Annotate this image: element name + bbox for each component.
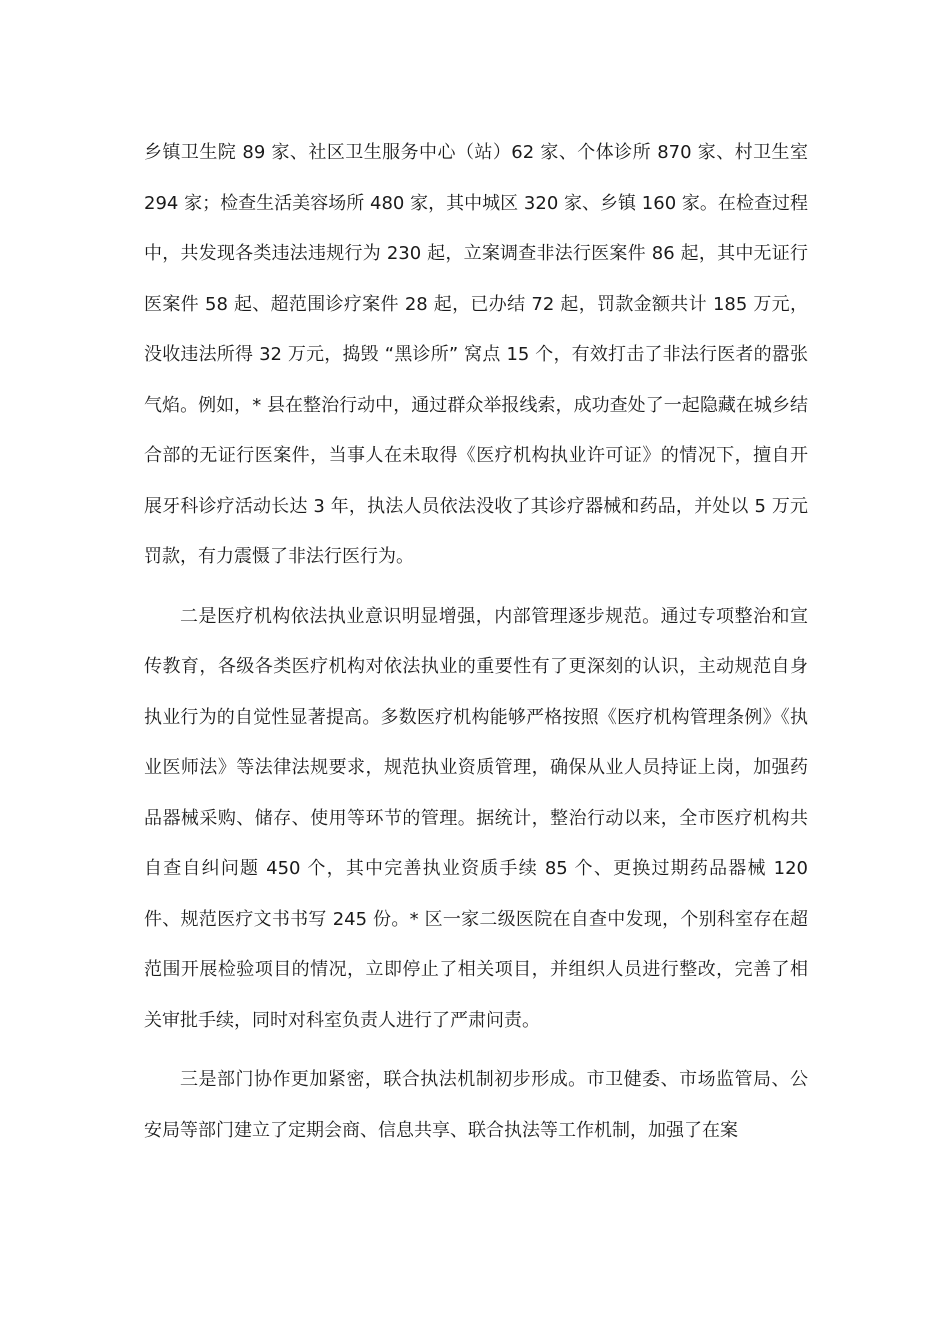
paragraph-statistics: 乡镇卫生院 89 家、社区卫生服务中心（站）62 家、个体诊所 870 家、村卫生室 294 家；检查生活美容场所 480 家，其中城区 320 家、乡镇 160 家。在检查过程中，共发现各类违法违规行为 230 起，立案调查非法行医案件 86 起，其中无证行医案件 58 起、超范围诊疗案件 28 起，已办结 72 起，罚款金额共计 185 万元，没收违法所得 32 万元，捣毁 “黑诊所” 窝点 15 个，有效打击了非法行医者的嚣张气焰。例如，* 县在整治行动中，通过群众举报线索，成功查处了一起隐藏在城乡结合部的无证行医案件，当事人在未取得《医疗机构执业许可证》的情况下，擅自开展牙科诊疗活动长达 3 年，执法人员依法没收了其诊疗器械和药品，并处以 5 万元罚款，有力震慑了非法行医行为。: [144, 142, 808, 567]
document-body: [144, 128, 808, 1156]
paragraph-point-three: 三是部门协作更加紧密，联合执法机制初步形成。市卫健委、市场监管局、公安局等部门建立了定期会商、信息共享、联合执法等工作机制，加强了在案: [144, 1069, 808, 1141]
paragraph-point-two: 二是医疗机构依法执业意识明显增强，内部管理逐步规范。通过专项整治和宣传教育，各级各类医疗机构对依法执业的重要性有了更深刻的认识，主动规范自身执业行为的自觉性显著提高。多数医疗机构能够严格按照《医疗机构管理条例》《执业医师法》等法律法规要求，规范执业资质管理，确保从业人员持证上岗，加强药品器械采购、储存、使用等环节的管理。据统计，整治行动以来，全市医疗机构共自查自纠问题 450 个，其中完善执业资质手续 85 个、更换过期药品器械 120 件、规范医疗文书书写 245 份。* 区一家二级医院在自查中发现，个别科室存在超范围开展检验项目的情况，立即停止了相关项目，并组织人员进行整改，完善了相关审批手续，同时对科室负责人进行了严肃问责。: [144, 605, 808, 1031]
